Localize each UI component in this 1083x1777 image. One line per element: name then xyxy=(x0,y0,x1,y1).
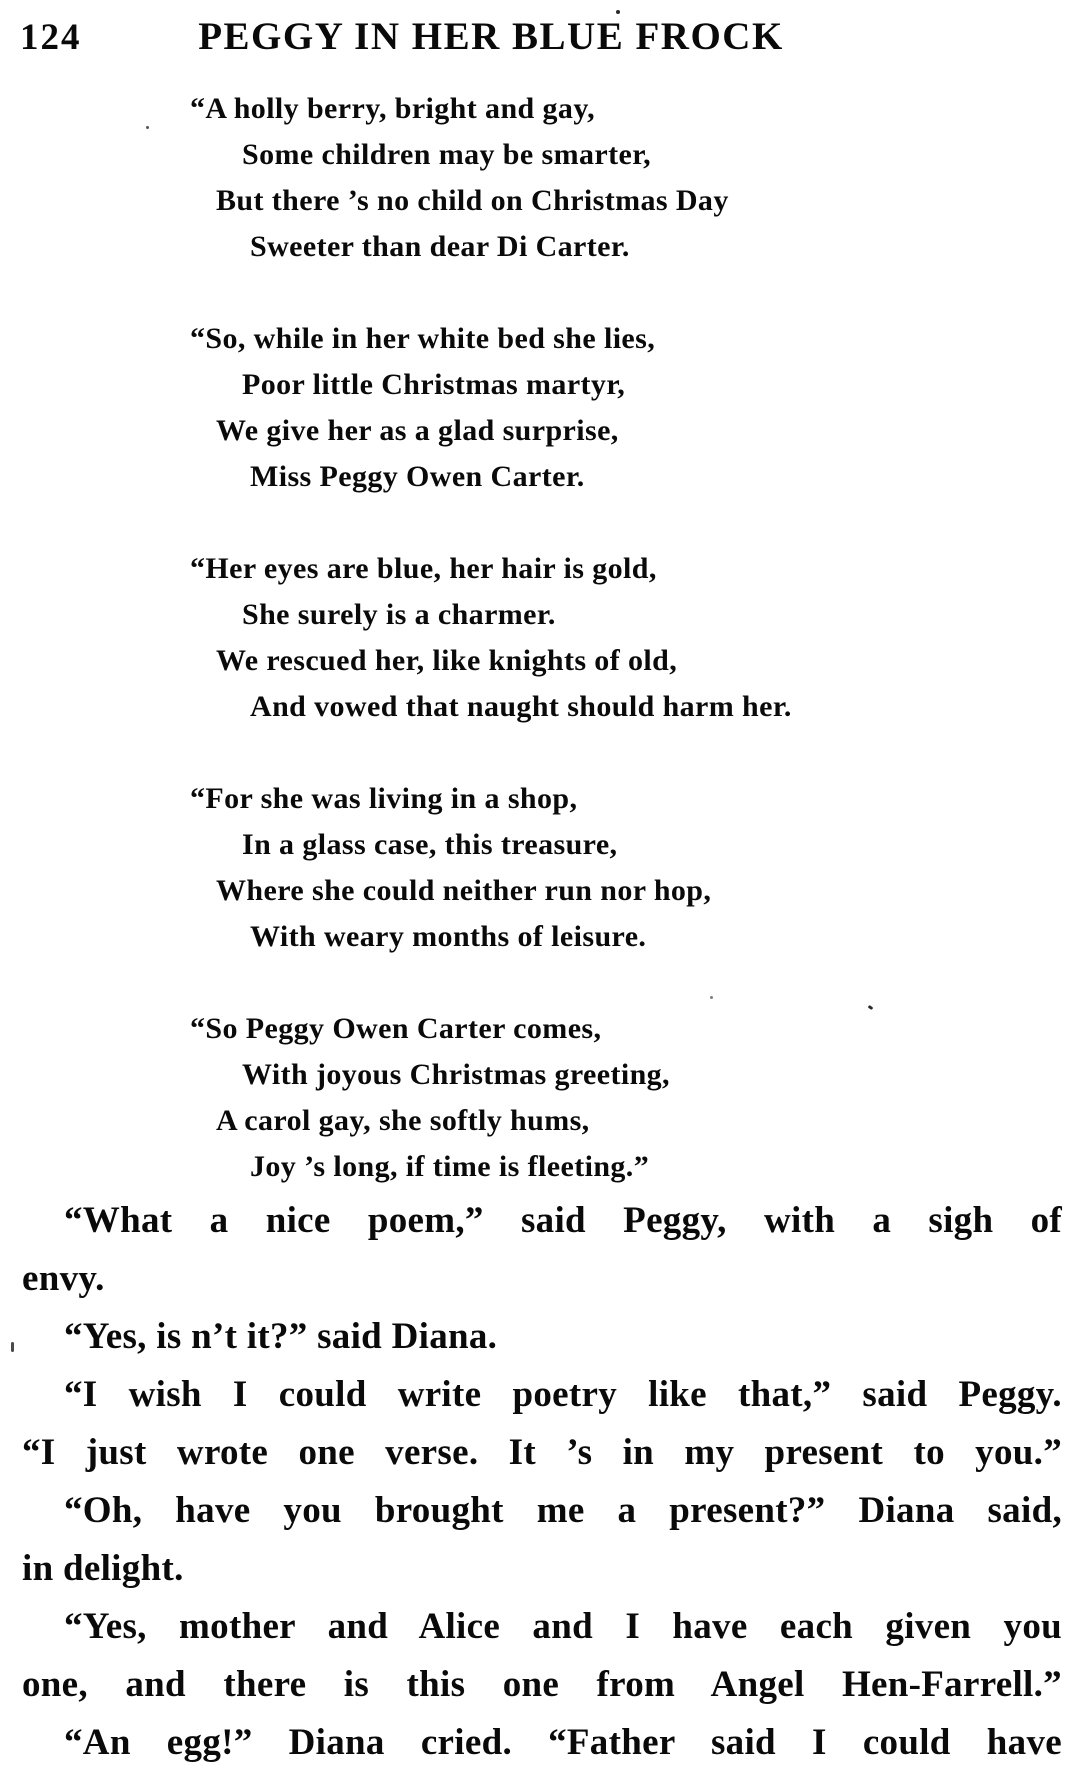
poem-line: We give her as a glad surprise, xyxy=(216,414,619,447)
prose-paragraph xyxy=(22,1366,1062,1482)
scan-speck xyxy=(11,1342,14,1352)
poem-line: Poor little Christmas martyr, xyxy=(242,368,626,401)
scan-speck xyxy=(146,126,149,129)
poem-line: Where she could neither run nor hop, xyxy=(216,874,712,907)
poem-stanza-3 xyxy=(190,546,990,730)
poem-line: Sweeter than dear Di Carter. xyxy=(250,230,630,263)
prose-line: “I wish I could write poetry like that,” said Peggy. xyxy=(64,1374,1062,1415)
poem-line: Joy ’s long, if time is fleeting.” xyxy=(250,1150,650,1183)
poem-line: Some children may be smarter, xyxy=(242,138,652,171)
prose-line: one, and there is this one from Angel Hen-Farrell.” xyxy=(22,1664,1062,1705)
prose-line: envy. xyxy=(22,1258,105,1299)
poem-line: But there ’s no child on Christmas Day xyxy=(216,184,729,217)
poem-line: “For she was living in a shop, xyxy=(190,782,578,815)
prose-line: “I just wrote one verse. It ’s in my present to you.” xyxy=(22,1432,1062,1473)
poem-line: We rescued her, like knights of old, xyxy=(216,644,678,677)
page-header xyxy=(0,14,1083,66)
prose-line: in delight. xyxy=(22,1548,184,1589)
poem xyxy=(190,86,990,1236)
poem-stanza-5 xyxy=(190,1006,990,1190)
prose-paragraph xyxy=(22,1192,1062,1308)
prose-line: “What a nice poem,” said Peggy, with a sigh of xyxy=(64,1200,1062,1241)
poem-line: “So, while in her white bed she lies, xyxy=(190,322,656,355)
scan-speck xyxy=(710,996,713,999)
prose-line: “An egg!” Diana cried. “Father said I could have xyxy=(64,1722,1062,1763)
prose-paragraph xyxy=(22,1598,1062,1714)
poem-line: Miss Peggy Owen Carter. xyxy=(250,460,585,493)
poem-line: A carol gay, she softly hums, xyxy=(216,1104,590,1137)
scan-speck xyxy=(616,10,620,14)
prose-paragraph xyxy=(22,1482,1062,1598)
poem-line: And vowed that naught should harm her. xyxy=(250,690,792,723)
poem-stanza-1 xyxy=(190,86,990,270)
prose-line: “Yes, is n’t it?” said Diana. xyxy=(64,1316,498,1357)
poem-line: “So Peggy Owen Carter comes, xyxy=(190,1012,602,1045)
poem-line: “Her eyes are blue, her hair is gold, xyxy=(190,552,657,585)
poem-stanza-4 xyxy=(190,776,990,960)
prose-line: “Yes, mother and Alice and I have each given you xyxy=(64,1606,1062,1647)
poem-line: With weary months of leisure. xyxy=(250,920,647,953)
poem-stanza-2 xyxy=(190,316,990,500)
poem-line: With joyous Christmas greeting, xyxy=(242,1058,670,1091)
prose-section xyxy=(22,1192,1062,1772)
page-number: 124 xyxy=(20,17,82,58)
poem-line: “A holly berry, bright and gay, xyxy=(190,92,595,125)
prose-line: “Oh, have you brought me a present?” Diana said, xyxy=(64,1490,1062,1531)
poem-line: In a glass case, this treasure, xyxy=(242,828,618,861)
prose-paragraph xyxy=(22,1308,1062,1366)
prose-paragraph xyxy=(22,1714,1062,1772)
running-title: PEGGY IN HER BLUE FROCK xyxy=(198,15,784,58)
poem-line: She surely is a charmer. xyxy=(242,598,556,631)
